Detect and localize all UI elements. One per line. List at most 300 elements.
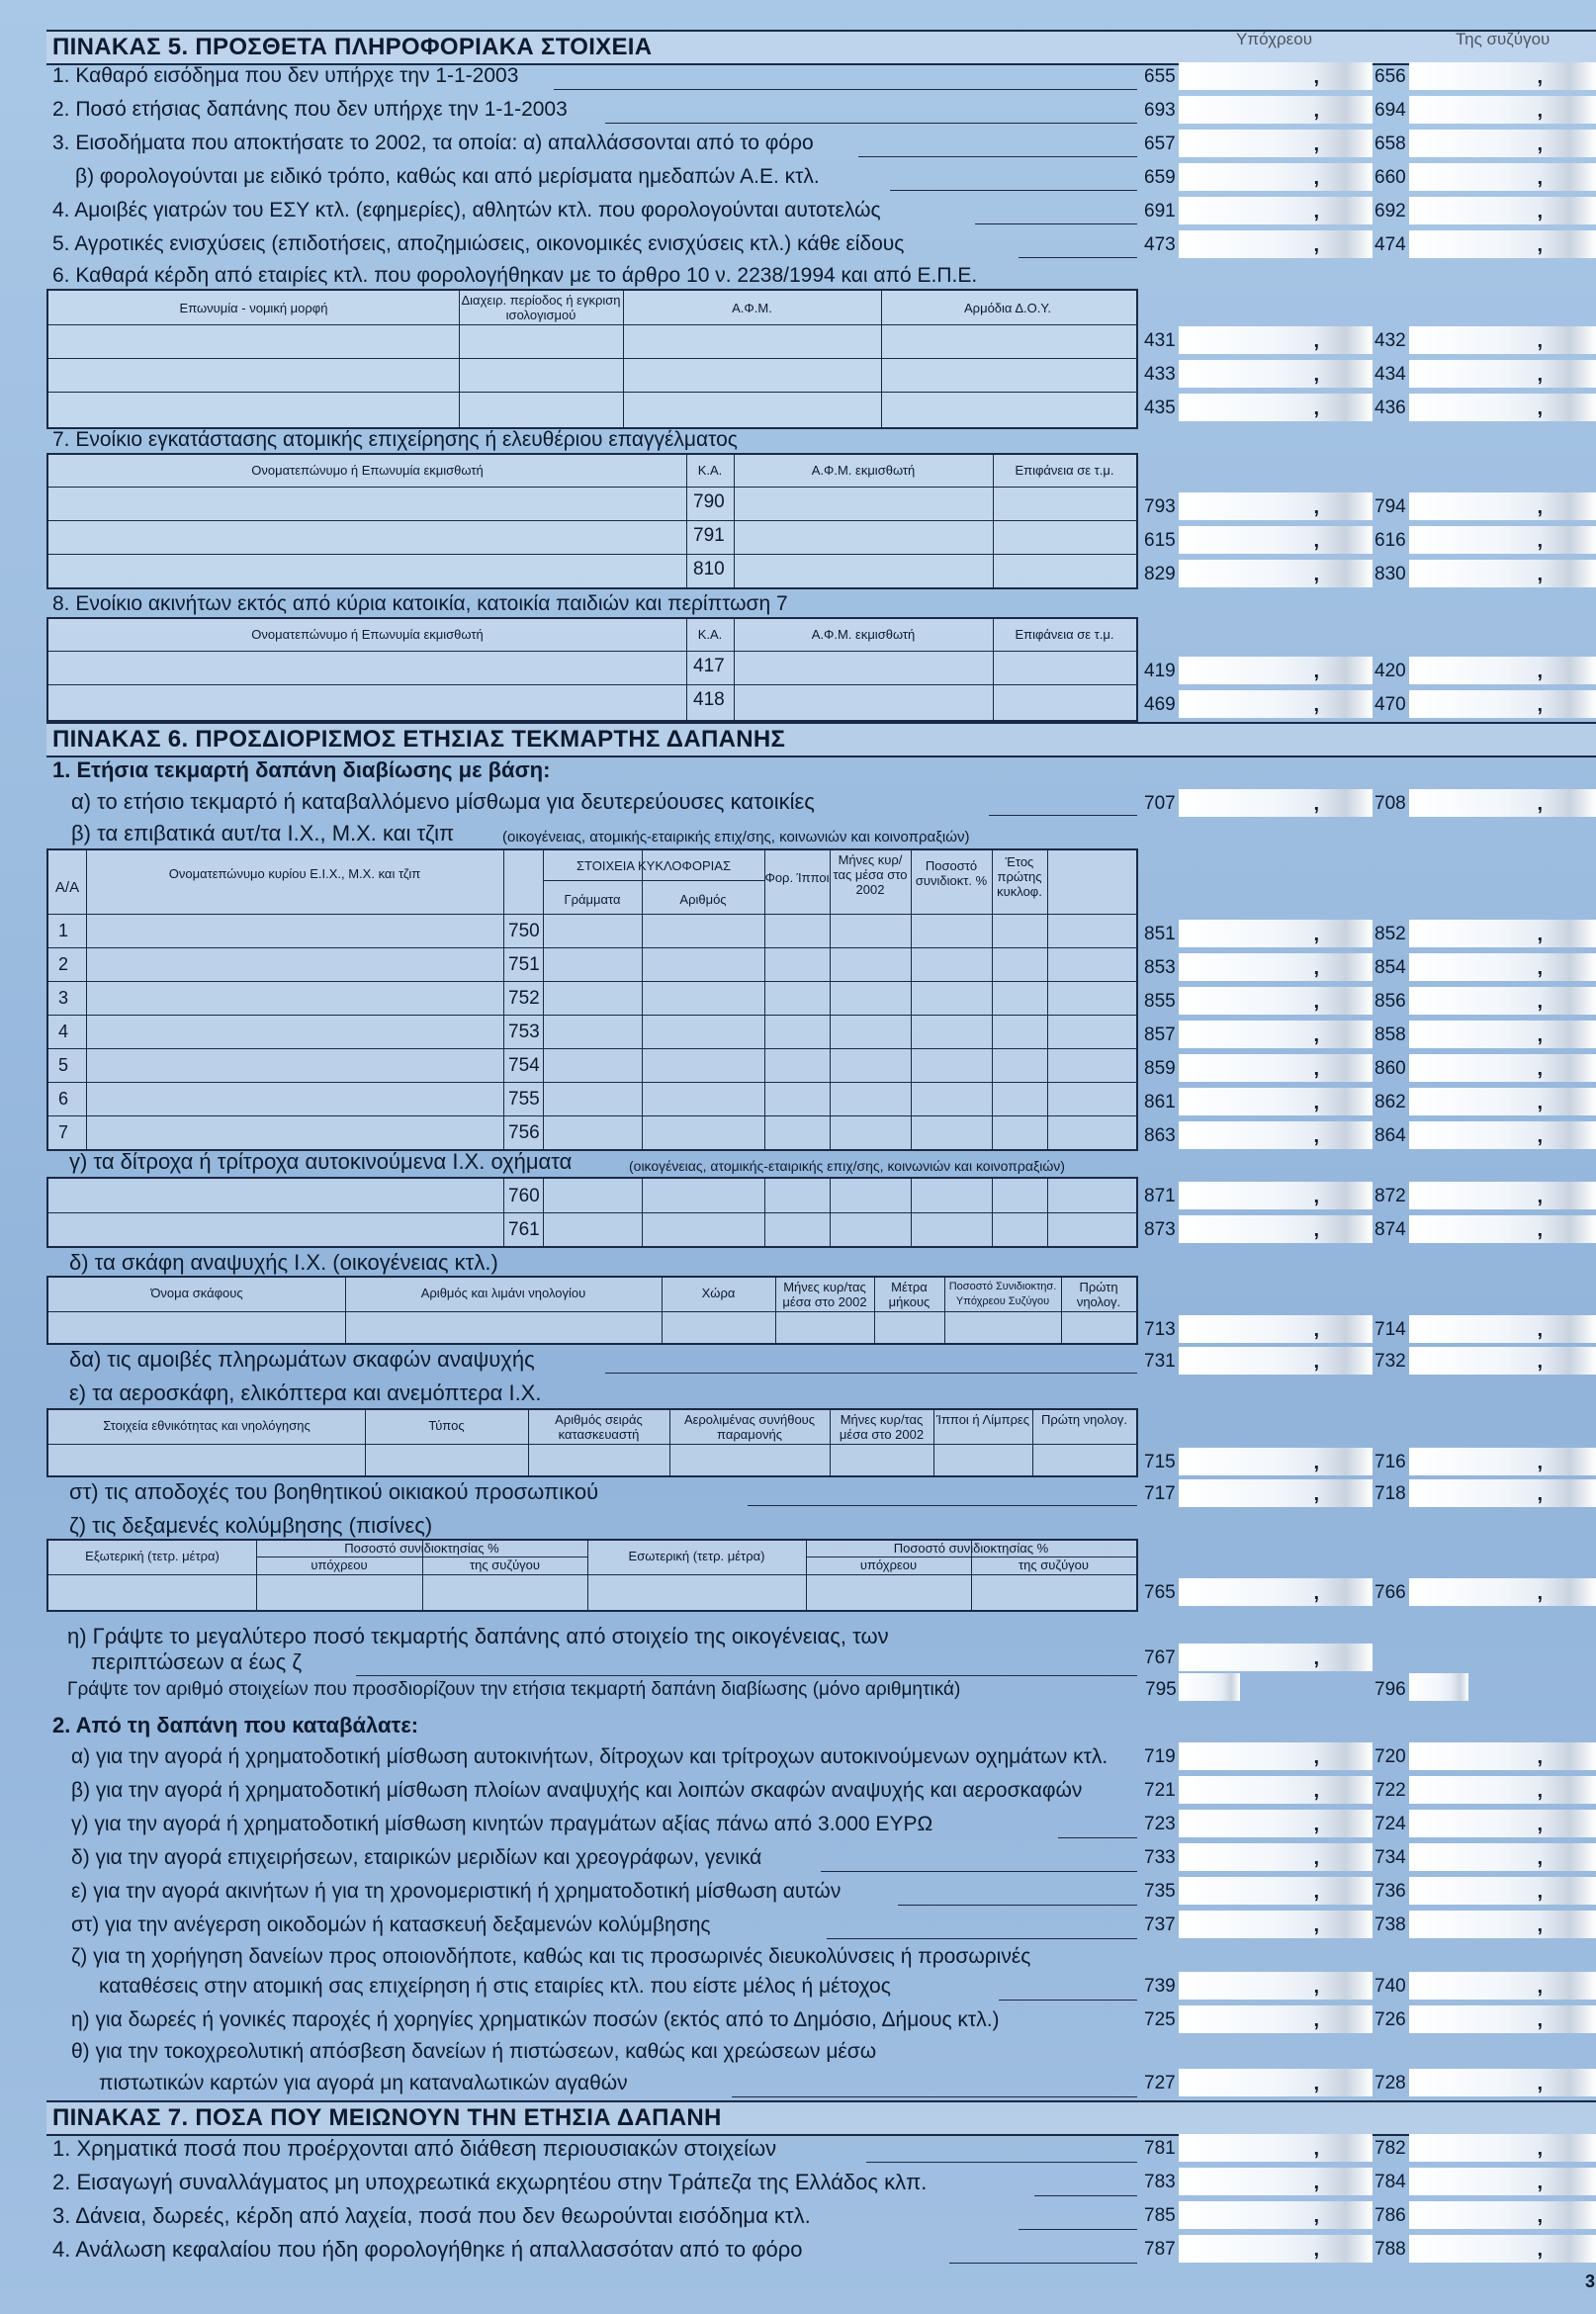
decimal-comma: , xyxy=(1537,661,1543,682)
decimal-comma: , xyxy=(1313,694,1319,716)
amount-field-739[interactable] xyxy=(1179,1972,1373,2000)
th-doy: Αρμόδια Δ.Ο.Υ. xyxy=(964,301,1051,315)
field-code-785: 785 xyxy=(1144,2205,1176,2226)
t6-section1-title: 1. Ετήσια τεκμαρτή δαπάνη διαβίωσης με βάση: xyxy=(52,757,551,782)
field-code-856: 856 xyxy=(1374,991,1406,1012)
t6-a-label: α) το ετήσιο τεκμαρτό ή καταβαλλόμενο μίσθωμα για δευτερεύουσες κατοικίες xyxy=(71,789,815,814)
table7-title: ΠΙΝΑΚΑΣ 7. ΠΟΣΑ ΠΟΥ ΜΕΙΩΝΟΥΝ ΤΗΝ ΕΤΗΣΙΑ ΔΑΠΑΝΗ xyxy=(52,2104,722,2131)
amount-field-716[interactable] xyxy=(1409,1448,1596,1475)
decimal-comma: , xyxy=(1537,564,1543,585)
amount-field-786[interactable] xyxy=(1409,2201,1596,2229)
amount-field-731[interactable] xyxy=(1179,1347,1373,1375)
amount-field-470[interactable] xyxy=(1409,690,1596,718)
amount-field-872[interactable] xyxy=(1409,1182,1596,1209)
decimal-comma: , xyxy=(1537,1351,1543,1373)
field-code-782: 782 xyxy=(1374,2138,1406,2159)
leader-line xyxy=(1034,2195,1137,2196)
decimal-comma: , xyxy=(1313,234,1319,256)
decimal-comma: , xyxy=(1313,167,1319,189)
amount-field-724[interactable] xyxy=(1409,1810,1596,1837)
amount-field-419[interactable] xyxy=(1179,657,1373,684)
amount-field-725[interactable] xyxy=(1179,2005,1373,2033)
decimal-comma: , xyxy=(1313,364,1319,386)
decimal-comma: , xyxy=(1537,66,1543,88)
decimal-comma: , xyxy=(1537,991,1543,1013)
amount-field-715[interactable] xyxy=(1179,1448,1373,1475)
field-code-616: 616 xyxy=(1374,530,1406,551)
vehicle-code: 750 xyxy=(508,921,540,941)
t6-2st-label: στ) για την ανέγερση οικοδομών ή κατασκευή δεξαμενών κολύμβησης xyxy=(71,1914,711,1936)
field-code-874: 874 xyxy=(1374,1219,1406,1240)
t6-h-label-2: περιπτώσεων α έως ζ xyxy=(91,1649,303,1674)
decimal-comma: , xyxy=(1537,1219,1543,1241)
amount-field-864[interactable] xyxy=(1409,1121,1596,1149)
amount-field-708[interactable] xyxy=(1409,789,1596,817)
leader-line xyxy=(605,1373,1137,1374)
col-header-taxpayer: Υπόχρεου xyxy=(1236,30,1312,48)
t6-2th-label-1: θ) για την τοκοχρεολυτική απόσβεση δανείων ή πιστώσεων, καθώς και χρεώσεων μέσω xyxy=(71,2040,877,2063)
th-coownership: Ποσοστό Συνιδιοκτησ. Υπόχρεου Συζύγου xyxy=(948,1281,1057,1307)
amount-field-830[interactable] xyxy=(1409,560,1596,587)
vehicle-code: 751 xyxy=(508,954,540,975)
th-indoor: Εσωτερική (τετρ. μέτρα) xyxy=(628,1549,765,1563)
th-first-reg: Πρώτη νηολογ. xyxy=(1076,1280,1121,1309)
code-791: 791 xyxy=(693,525,725,546)
t5-row3-label: 3. Εισοδήματα που αποκτήσατε το 2002, τα οποία: α) απαλλάσσονται από το φόρο xyxy=(52,132,814,154)
field-code-738: 738 xyxy=(1374,1914,1406,1935)
decimal-comma: , xyxy=(1537,2009,1543,2031)
t6-b-label: β) τα επιβατικά αυτ/τα Ι.Χ., Μ.Χ. και τζιπ xyxy=(71,821,455,846)
decimal-comma: , xyxy=(1537,234,1543,256)
amount-field-658[interactable] xyxy=(1409,130,1596,157)
th-area: Επιφάνεια σε τ.μ. xyxy=(1015,463,1114,478)
field-code-726: 726 xyxy=(1374,2009,1406,2030)
amount-field-767[interactable] xyxy=(1179,1644,1373,1671)
code-418: 418 xyxy=(693,689,725,710)
decimal-comma: , xyxy=(1313,1219,1319,1241)
t6-h-count-label: Γράψτε τον αριθμό στοιχείων που προσδιορίζουν την ετήσια τεκμαρτή δαπάνη διαβίωσης (μόνο αριθμητικά) xyxy=(67,1679,961,1700)
amount-field-727[interactable] xyxy=(1179,2069,1373,2096)
leader-line xyxy=(989,815,1137,816)
field-code-692: 692 xyxy=(1374,201,1406,222)
field-code-657: 657 xyxy=(1144,134,1176,154)
decimal-comma: , xyxy=(1313,201,1319,222)
amount-field-788[interactable] xyxy=(1409,2235,1596,2263)
decimal-comma: , xyxy=(1537,530,1543,552)
amount-field-433[interactable] xyxy=(1179,360,1373,388)
th-period: Διαχειρ. περίοδος ή εγκριση ισολογισμού xyxy=(461,293,621,322)
code-760: 760 xyxy=(508,1186,540,1206)
t5-row8-label: 8. Ενοίκιο ακινήτων εκτός από κύρια κατοικία, κατοικία παιδιών και περίπτωση 7 xyxy=(52,592,788,615)
amount-field-863[interactable] xyxy=(1179,1121,1373,1149)
vehicle-row-num: 3 xyxy=(58,988,69,1008)
th-afm: Α.Φ.Μ. xyxy=(732,301,772,315)
vehicle-code: 754 xyxy=(508,1055,540,1076)
decimal-comma: , xyxy=(1537,1186,1543,1207)
amount-field-694[interactable] xyxy=(1409,96,1596,124)
leader-line xyxy=(1019,257,1137,258)
decimal-comma: , xyxy=(1313,2073,1319,2094)
decimal-comma: , xyxy=(1537,924,1543,945)
t5-row3b-label: β) φορολογούνται με ειδικό τρόπο, καθώς και από μερίσματα ημεδαπών Α.Ε. κτλ. xyxy=(75,165,820,188)
field-code-765: 765 xyxy=(1144,1582,1176,1603)
field-code-766: 766 xyxy=(1374,1582,1406,1603)
field-code-727: 727 xyxy=(1144,2073,1176,2093)
amount-field-766[interactable] xyxy=(1409,1578,1596,1606)
t5-row1-label: 1. Καθαρό εισόδημα που δεν υπήρχε την 1-1-2003 xyxy=(52,64,519,87)
amount-field-782[interactable] xyxy=(1409,2134,1596,2162)
decimal-comma: , xyxy=(1537,398,1543,419)
amount-field-420[interactable] xyxy=(1409,657,1596,684)
amount-field-693[interactable] xyxy=(1179,96,1373,124)
decimal-comma: , xyxy=(1537,1058,1543,1080)
th-nationality: Στοιχεία εθνικότητας και νηολόγησης xyxy=(103,1418,310,1433)
decimal-comma: , xyxy=(1537,2239,1543,2261)
decimal-comma: , xyxy=(1537,2138,1543,2160)
decimal-comma: , xyxy=(1537,1976,1543,1998)
field-code-615: 615 xyxy=(1144,530,1176,551)
field-code-716: 716 xyxy=(1374,1452,1406,1472)
amount-field-857[interactable] xyxy=(1179,1021,1373,1048)
decimal-comma: , xyxy=(1313,330,1319,352)
field-code-739: 739 xyxy=(1144,1976,1176,1997)
decimal-comma: , xyxy=(1313,1483,1319,1505)
decimal-comma: , xyxy=(1537,1814,1543,1835)
amount-field-657[interactable] xyxy=(1179,130,1373,157)
th-type: Τύπος xyxy=(428,1418,465,1433)
amount-field-829[interactable] xyxy=(1179,560,1373,587)
amount-field-660[interactable] xyxy=(1409,163,1596,191)
field-code-719: 719 xyxy=(1144,1746,1176,1767)
t5-row5-label: 5. Αγροτικές ενισχύσεις (επιδοτήσεις, αποζημιώσεις, οικονομικές ενισχύσεις κτλ.) κάθε είδους xyxy=(52,232,905,255)
vehicle-code: 752 xyxy=(508,988,540,1009)
decimal-comma: , xyxy=(1313,1092,1319,1113)
decimal-comma: , xyxy=(1313,1914,1319,1936)
field-code-436: 436 xyxy=(1374,398,1406,418)
amount-field-733[interactable] xyxy=(1179,1843,1373,1871)
amount-field-851[interactable] xyxy=(1179,920,1373,947)
decimal-comma: , xyxy=(1537,167,1543,189)
vehicles-table xyxy=(46,848,1138,1151)
decimal-comma: , xyxy=(1537,330,1543,352)
t6-z-label: ζ) τις δεξαμενές κολύμβησης (πισίνες) xyxy=(69,1513,433,1538)
amount-field-871[interactable] xyxy=(1179,1182,1373,1209)
field-code-731: 731 xyxy=(1144,1351,1176,1372)
decimal-comma: , xyxy=(1537,2073,1543,2094)
code-810: 810 xyxy=(693,559,725,579)
field-code-872: 872 xyxy=(1374,1186,1406,1206)
aircraft-table xyxy=(46,1408,1138,1477)
field-code-708: 708 xyxy=(1374,793,1406,814)
decimal-comma: , xyxy=(1313,2172,1319,2193)
th-country: Χώρα xyxy=(701,1286,736,1300)
amount-field-861[interactable] xyxy=(1179,1088,1373,1115)
field-code-655: 655 xyxy=(1144,66,1176,87)
field-code-713: 713 xyxy=(1144,1319,1176,1340)
decimal-comma: , xyxy=(1537,1483,1543,1505)
amount-field-856[interactable] xyxy=(1409,987,1596,1015)
field-code-434: 434 xyxy=(1374,364,1406,385)
th-first-year: Έτος πρώτης κυκλοφ. xyxy=(997,854,1042,899)
t6-2b-label: β) για την αγορά ή χρηματοδοτική μίσθωση πλοίων αναψυχής και λοιπών σκαφών αναψυχής και αεροσκαφών xyxy=(71,1779,1083,1802)
rent-business-table xyxy=(46,453,1138,589)
th-hp: Φορ. Ίπποι xyxy=(764,870,830,885)
field-code-737: 737 xyxy=(1144,1914,1176,1935)
amount-field-787[interactable] xyxy=(1179,2235,1373,2263)
decimal-comma: , xyxy=(1313,2205,1319,2227)
leader-line xyxy=(858,156,1137,157)
field-code-767: 767 xyxy=(1144,1647,1176,1668)
amount-field-853[interactable] xyxy=(1179,953,1373,981)
th-months: Μήνες κυρ/τας μέσα στο 2002 xyxy=(839,1412,925,1442)
amount-field-719[interactable] xyxy=(1179,1742,1373,1770)
decimal-comma: , xyxy=(1537,100,1543,122)
field-code-852: 852 xyxy=(1374,924,1406,944)
decimal-comma: , xyxy=(1313,1024,1319,1046)
t6-g-note: (οικογένειας, ατομικής-εταιρικής επιχ/σης, κοινωνιών και κοινοπραξιών) xyxy=(629,1158,1065,1174)
t5-row4-label: 4. Αμοιβές γιατρών του ΕΣΥ κτλ. (εφημερίες), αθλητών κτλ. που φορολογούνται αυτοτελώς xyxy=(52,199,881,222)
amount-field-692[interactable] xyxy=(1409,197,1596,224)
th-pct: Ποσοστό συνιδιοκτησίας % xyxy=(893,1541,1049,1556)
amount-field-432[interactable] xyxy=(1409,326,1596,354)
amount-field-736[interactable] xyxy=(1409,1877,1596,1905)
field-code-736: 736 xyxy=(1374,1881,1406,1902)
field-code-864: 864 xyxy=(1374,1125,1406,1146)
col-header-spouse: Της συζύγου xyxy=(1456,30,1551,48)
boats-table xyxy=(46,1276,1138,1345)
amount-field-713[interactable] xyxy=(1179,1315,1373,1343)
amount-field-860[interactable] xyxy=(1409,1054,1596,1082)
vehicle-code: 753 xyxy=(508,1022,540,1042)
field-code-786: 786 xyxy=(1374,2205,1406,2226)
leader-line xyxy=(949,2263,1137,2264)
amount-field-785[interactable] xyxy=(1179,2201,1373,2229)
leader-line xyxy=(975,223,1137,224)
amount-field-616[interactable] xyxy=(1409,526,1596,554)
t6-e-label: ε) τα αεροσκάφη, ελικόπτερα και ανεμόπτερα Ι.Χ. xyxy=(69,1380,542,1405)
amount-field-656[interactable] xyxy=(1409,62,1596,90)
decimal-comma: , xyxy=(1313,2138,1319,2160)
leader-line xyxy=(748,1505,1137,1506)
amount-field-436[interactable] xyxy=(1409,394,1596,421)
field-code-433: 433 xyxy=(1144,364,1176,385)
amount-field-615[interactable] xyxy=(1179,526,1373,554)
th-vehicle-owner: Ονοματεπώνυμο κυρίου Ε.Ι.Χ., Μ.Χ. και τζιπ xyxy=(168,866,421,881)
code-795: 795 xyxy=(1145,1679,1177,1700)
count-field-spouse[interactable] xyxy=(1409,1673,1468,1701)
decimal-comma: , xyxy=(1537,793,1543,815)
amount-field-784[interactable] xyxy=(1409,2168,1596,2195)
t7-row4-label: 4. Ανάλωση κεφαλαίου που ήδη φορολογήθηκε ή απαλλασσόταν από το φόρο xyxy=(52,2237,803,2262)
field-code-860: 860 xyxy=(1374,1058,1406,1079)
field-code-793: 793 xyxy=(1144,496,1176,517)
t6-st-label: στ) τις αποδοχές του βοηθητικού οικιακού προσωπικού xyxy=(69,1479,599,1504)
field-code-873: 873 xyxy=(1144,1219,1176,1240)
decimal-comma: , xyxy=(1537,694,1543,716)
decimal-comma: , xyxy=(1537,1881,1543,1903)
t6-2th-label-2: πιστωτικών καρτών για αγορά μη καταναλωτικών αγαθών xyxy=(99,2072,628,2094)
th-serial: Αριθμός σειράς κατασκευαστή xyxy=(555,1412,643,1442)
decimal-comma: , xyxy=(1537,1582,1543,1604)
amount-field-765[interactable] xyxy=(1179,1578,1373,1606)
decimal-comma: , xyxy=(1537,2172,1543,2193)
t6-2a-label: α) για την αγορά ή χρηματοδοτική μίσθωση αυτοκινήτων, δίτροχων και τρίτροχων αυτοκινούμενων οχημάτων κτλ. xyxy=(71,1745,1108,1768)
code-796: 796 xyxy=(1374,1679,1406,1700)
decimal-comma: , xyxy=(1537,1024,1543,1046)
field-code-694: 694 xyxy=(1374,100,1406,121)
t6-2h-label: η) για δωρεές ή γονικές παροχές ή χορηγίες χρηματικών ποσών (εκτός από το Δημόσιο, Δήμους κτλ.) xyxy=(71,2008,1000,2031)
th-ka: Κ.Α. xyxy=(697,463,723,478)
decimal-comma: , xyxy=(1313,1319,1319,1341)
amount-field-873[interactable] xyxy=(1179,1215,1373,1243)
field-code-473: 473 xyxy=(1144,234,1176,255)
field-code-733: 733 xyxy=(1144,1847,1176,1868)
th-airport: Αερολιμένας συνήθους παραμονής xyxy=(683,1412,816,1442)
field-code-735: 735 xyxy=(1144,1881,1176,1902)
amount-field-738[interactable] xyxy=(1409,1911,1596,1938)
decimal-comma: , xyxy=(1537,1452,1543,1473)
decimal-comma: , xyxy=(1313,957,1319,979)
amount-field-469[interactable] xyxy=(1179,690,1373,718)
amount-field-723[interactable] xyxy=(1179,1810,1373,1837)
t6-2d-label: δ) για την αγορά επιχειρήσεων, εταιρικών μεριδίων και χρεογράφων, γενικά xyxy=(71,1846,762,1869)
table7-header xyxy=(46,2100,1596,2136)
table6-header xyxy=(46,722,1596,757)
amount-field-722[interactable] xyxy=(1409,1776,1596,1804)
amount-field-721[interactable] xyxy=(1179,1776,1373,1804)
amount-field-732[interactable] xyxy=(1409,1347,1596,1375)
decimal-comma: , xyxy=(1313,1452,1319,1473)
amount-field-474[interactable] xyxy=(1409,230,1596,258)
decimal-comma: , xyxy=(1313,564,1319,585)
t5-row6-label: 6. Καθαρά κέρδη από εταιρίες κτλ. που φορολογήθηκαν με το άρθρο 10 ν. 2238/1994 και από Ε.Π.Ε. xyxy=(52,264,978,287)
th-circulation: ΣΤΟΙΧΕΙΑ ΚΥΚΛΟΦΟΡΙΑΣ xyxy=(576,858,731,873)
field-code-722: 722 xyxy=(1374,1780,1406,1801)
amount-field-431[interactable] xyxy=(1179,326,1373,354)
amount-field-852[interactable] xyxy=(1409,920,1596,947)
th-ka: Κ.Α. xyxy=(697,627,723,642)
decimal-comma: , xyxy=(1537,1319,1543,1341)
t6-2g-label: γ) για την αγορά ή χρηματοδοτική μίσθωση κινητών πραγμάτων αξίας πάνω από 3.000 ΕΥΡΩ xyxy=(71,1813,933,1835)
decimal-comma: , xyxy=(1537,364,1543,386)
th-registry: Αριθμός και λιμάνι νηολογίου xyxy=(420,1286,586,1300)
th-pct-taxpayer: υπόχρεου xyxy=(310,1558,368,1572)
decimal-comma: , xyxy=(1537,1746,1543,1768)
field-code-723: 723 xyxy=(1144,1814,1176,1834)
field-code-725: 725 xyxy=(1144,2009,1176,2030)
amount-field-781[interactable] xyxy=(1179,2134,1373,2162)
amount-field-726[interactable] xyxy=(1409,2005,1596,2033)
amount-field-435[interactable] xyxy=(1179,394,1373,421)
vehicle-row-num: 4 xyxy=(58,1022,69,1041)
amount-field-794[interactable] xyxy=(1409,492,1596,520)
decimal-comma: , xyxy=(1313,1746,1319,1768)
decimal-comma: , xyxy=(1537,1914,1543,1936)
th-outdoor: Εξωτερική (τετρ. μέτρα) xyxy=(85,1549,220,1563)
amount-field-793[interactable] xyxy=(1179,492,1373,520)
motorcycles-table xyxy=(46,1177,1138,1248)
t6-2z-label-2: καταθέσεις στην ατομική σας επιχείρηση ή στις εταιρίες κτλ. που είστε μέλος ή μέτοχος xyxy=(99,1975,891,1998)
th-pct-spouse: της συζύγου xyxy=(1018,1558,1090,1572)
table5-title: ΠΙΝΑΚΑΣ 5. ΠΡΟΣΘΕΤΑ ΠΛΗΡΟΦΟΡΙΑΚΑ ΣΤΟΙΧΕΙΑ xyxy=(52,34,653,60)
field-code-784: 784 xyxy=(1374,2172,1406,2192)
t6-b-note: (οικογένειας, ατομικής-εταιρικής επιχ/σης, κοινωνιών και κοινοπραξιών) xyxy=(502,829,970,846)
th-hp: Ίπποι ή Λίμπρες xyxy=(935,1412,1030,1427)
leader-line xyxy=(890,190,1137,191)
amount-field-659[interactable] xyxy=(1179,163,1373,191)
amount-field-707[interactable] xyxy=(1179,789,1373,817)
count-field-taxpayer[interactable] xyxy=(1179,1673,1240,1701)
table5-header xyxy=(46,30,1596,65)
field-code-829: 829 xyxy=(1144,564,1176,584)
amount-field-858[interactable] xyxy=(1409,1021,1596,1048)
amount-field-734[interactable] xyxy=(1409,1843,1596,1871)
amount-field-855[interactable] xyxy=(1179,987,1373,1015)
th-pct: Ποσοστό συνιδιοκτησίας % xyxy=(344,1541,499,1556)
field-code-718: 718 xyxy=(1374,1483,1406,1504)
field-code-862: 862 xyxy=(1374,1092,1406,1112)
amount-field-718[interactable] xyxy=(1409,1479,1596,1507)
field-code-781: 781 xyxy=(1144,2138,1176,2159)
field-code-715: 715 xyxy=(1144,1452,1176,1472)
amount-field-862[interactable] xyxy=(1409,1088,1596,1115)
decimal-comma: , xyxy=(1537,134,1543,155)
t7-row2-label: 2. Εισαγωγή συναλλάγματος μη υποχρεωτικά εκχωρητέου στην Τράπεζα της Ελλάδος κλπ. xyxy=(52,2170,928,2194)
th-months: Μήνες κυρ/τας μέσα στο 2002 xyxy=(833,852,908,897)
t5-row7-label: 7. Ενοίκιο εγκατάστασης ατομικής επιχείρησης ή ελευθέριου επαγγέλματος xyxy=(52,428,738,451)
decimal-comma: , xyxy=(1313,1125,1319,1147)
field-code-470: 470 xyxy=(1374,694,1406,715)
field-code-659: 659 xyxy=(1144,167,1176,188)
amount-field-874[interactable] xyxy=(1409,1215,1596,1243)
code-417: 417 xyxy=(693,656,725,676)
amount-field-740[interactable] xyxy=(1409,1972,1596,2000)
amount-field-720[interactable] xyxy=(1409,1742,1596,1770)
decimal-comma: , xyxy=(1537,1092,1543,1113)
th-lessor-afm: Α.Φ.Μ. εκμισθωτή xyxy=(811,627,916,642)
amount-field-737[interactable] xyxy=(1179,1911,1373,1938)
table6-title: ΠΙΝΑΚΑΣ 6. ΠΡΟΣΔΙΟΡΙΣΜΟΣ ΕΤΗΣΙΑΣ ΤΕΚΜΑΡΤΗΣ ΔΑΠΑΝΗΣ xyxy=(52,726,786,753)
leader-line xyxy=(554,89,1137,90)
amount-field-735[interactable] xyxy=(1179,1877,1373,1905)
vehicle-row-num: 5 xyxy=(58,1055,69,1075)
companies-table xyxy=(46,289,1138,429)
t6-h-label-1: η) Γράψτε το μεγαλύτερο ποσό τεκμαρτής δαπάνης από στοιχείο της οικογένειας, των xyxy=(67,1624,889,1648)
amount-field-473[interactable] xyxy=(1179,230,1373,258)
amount-field-854[interactable] xyxy=(1409,953,1596,981)
t6-2e-label: ε) για την αγορά ακινήτων ή για τη χρονομεριστική ή χρηματοδοτική μίσθωση αυτών xyxy=(71,1880,842,1903)
field-code-693: 693 xyxy=(1144,100,1176,121)
amount-field-728[interactable] xyxy=(1409,2069,1596,2096)
rent-property-table xyxy=(46,617,1138,722)
th-letters: Γράμματα xyxy=(564,892,621,907)
amount-field-434[interactable] xyxy=(1409,360,1596,388)
decimal-comma: , xyxy=(1537,1847,1543,1869)
amount-field-783[interactable] xyxy=(1179,2168,1373,2195)
decimal-comma: , xyxy=(1313,661,1319,682)
vehicle-row-num: 2 xyxy=(58,954,69,974)
amount-field-655[interactable] xyxy=(1179,62,1373,90)
th-length: Μέτρα μήκους xyxy=(888,1280,931,1309)
decimal-comma: , xyxy=(1537,1125,1543,1147)
decimal-comma: , xyxy=(1313,530,1319,552)
amount-field-691[interactable] xyxy=(1179,197,1373,224)
decimal-comma: , xyxy=(1537,1780,1543,1802)
amount-field-859[interactable] xyxy=(1179,1054,1373,1082)
amount-field-714[interactable] xyxy=(1409,1315,1596,1343)
vehicle-code: 755 xyxy=(508,1089,540,1110)
amount-field-717[interactable] xyxy=(1179,1479,1373,1507)
